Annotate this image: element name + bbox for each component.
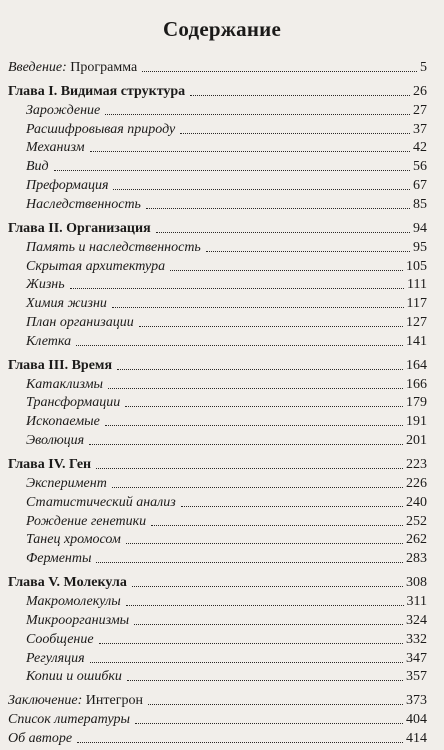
- toc-entry-text: Программа: [70, 60, 138, 75]
- dot-leader: [117, 369, 403, 370]
- toc-page-number: 262: [406, 532, 427, 548]
- toc-page-number: 141: [406, 333, 427, 349]
- dot-leader: [139, 326, 403, 327]
- dot-leader: [99, 643, 403, 644]
- toc-page-number: 117: [406, 296, 427, 312]
- dot-leader: [112, 307, 404, 308]
- toc-page-number: 56: [413, 159, 427, 175]
- toc-page-number: 201: [406, 433, 427, 449]
- toc-entry-label: Катаклизмы: [26, 376, 104, 392]
- toc-entry-row: [26, 118, 427, 138]
- toc-page-number: 414: [406, 730, 427, 746]
- toc-page-number: 347: [406, 650, 427, 666]
- dot-leader: [105, 114, 410, 115]
- toc-entry-label: Глава I. Видимая структура: [8, 83, 186, 99]
- toc-entry-row: [26, 236, 427, 256]
- toc-entry-label: Глава II. Организация: [8, 220, 151, 236]
- toc-page-number: 226: [406, 475, 427, 491]
- toc-page-number: 283: [406, 551, 427, 567]
- toc-page-number: 308: [406, 575, 427, 591]
- toc-chapter-row: [8, 453, 427, 473]
- toc-entry-row: [26, 547, 427, 567]
- toc-entry-row: [26, 99, 427, 119]
- dot-leader: [70, 288, 404, 289]
- toc-page-number: 223: [406, 457, 427, 472]
- toc-entry-label: Эксперимент: [26, 475, 107, 491]
- toc-entry-text: Интегрон: [85, 693, 143, 709]
- dot-leader: [126, 605, 404, 606]
- dot-leader: [112, 487, 403, 488]
- toc-entry-label: Эволюция: [26, 433, 85, 449]
- toc-page-number: 111: [407, 277, 427, 293]
- dot-leader: [96, 468, 403, 469]
- toc-entry-row: [26, 155, 427, 175]
- dot-leader: [77, 742, 403, 743]
- toc-page-number: 324: [406, 612, 427, 628]
- dot-leader: [113, 189, 410, 190]
- toc-entry-row: [26, 628, 427, 648]
- toc-entry-row: [26, 273, 427, 293]
- dot-leader: [54, 170, 410, 171]
- toc-page-number: 179: [406, 395, 427, 411]
- toc-chapter-row: [8, 571, 427, 591]
- toc-entry-label: Ископаемые: [26, 414, 100, 430]
- toc-page-number: 357: [406, 669, 427, 685]
- toc-entry-row: [26, 491, 427, 511]
- toc-entry-label: Об авторе: [8, 730, 73, 746]
- toc-entry-label: Память и наследственность: [26, 239, 201, 255]
- toc-entry-label: Клетка: [26, 333, 72, 349]
- dot-leader: [146, 208, 410, 209]
- toc-page-number: 95: [413, 239, 427, 255]
- toc-page-number: 164: [406, 357, 427, 373]
- toc-entry-label: Жизнь: [26, 277, 65, 293]
- toc-entry-row: [26, 410, 427, 430]
- toc-entry-label: Танец хромосом: [26, 532, 121, 548]
- dot-leader: [180, 133, 410, 134]
- toc-entry-label: Расшифровывая природу: [26, 121, 176, 137]
- toc-entry-label: Регуляция: [26, 650, 85, 666]
- toc-entry-row: [26, 193, 427, 213]
- toc-entry-label: Преформация: [26, 178, 109, 194]
- toc-chapter-row: [8, 354, 427, 374]
- toc-entry-row: [26, 292, 427, 312]
- toc-entry-label: Наследственность: [26, 196, 141, 212]
- toc-entry-label: Макромолекулы: [26, 593, 121, 609]
- toc-entry-row: [8, 727, 427, 747]
- toc-entry-label: Ферменты: [26, 551, 92, 567]
- dot-leader: [89, 444, 403, 445]
- toc-entry-row: [26, 311, 427, 331]
- dot-leader: [156, 232, 410, 233]
- toc-page-number: 332: [406, 631, 427, 647]
- toc-entry-label: Химия жизни: [26, 296, 107, 312]
- toc-entry-label: Скрытая архитектура: [26, 258, 166, 274]
- toc-entry-row: [26, 136, 427, 156]
- toc-entry-label: Рождение генетики: [26, 513, 147, 529]
- toc-entry-label: [8, 60, 139, 76]
- toc-page-number: 94: [413, 220, 427, 236]
- toc-entry-row: [26, 255, 427, 275]
- toc-entry-row: [26, 510, 427, 530]
- dot-leader: [108, 388, 403, 389]
- dot-leader: [181, 506, 403, 507]
- toc-page-number: 127: [406, 315, 427, 331]
- dot-leader: [90, 151, 410, 152]
- dot-leader: [105, 425, 403, 426]
- dot-leader: [126, 543, 403, 544]
- toc-page-number: 105: [406, 258, 427, 274]
- page-title: Содержание: [163, 17, 281, 41]
- toc-entry-row: [26, 472, 427, 492]
- dot-leader: [206, 251, 410, 252]
- toc-entry-label: План организации: [26, 315, 134, 331]
- dot-leader: [190, 95, 410, 96]
- toc-page-number: 373: [406, 693, 427, 709]
- toc-entry-row: [26, 429, 427, 449]
- toc-entry-row: [8, 689, 427, 709]
- toc-entry-label: Вид: [26, 159, 49, 175]
- toc-entry-label: Сообщение: [26, 631, 94, 647]
- toc-entry-prefix: Введение:: [8, 60, 67, 75]
- dot-leader: [76, 345, 403, 346]
- dot-leader: [151, 525, 403, 526]
- toc-page-number: 5: [420, 60, 427, 75]
- dot-leader: [142, 71, 417, 72]
- dot-leader: [96, 562, 403, 563]
- toc-entry-prefix: Заключение:: [8, 693, 83, 709]
- dot-leader: [135, 723, 403, 724]
- dot-leader: [90, 662, 403, 663]
- toc-page-number: 67: [413, 178, 427, 194]
- toc-entry-label: Микроорганизмы: [26, 612, 130, 628]
- toc-page-number: 191: [406, 414, 427, 430]
- toc-entry-label: Список литературы: [8, 712, 130, 728]
- toc-entry-label: Механизм: [26, 140, 85, 156]
- toc-chapter-row: [8, 80, 427, 100]
- dot-leader: [125, 406, 403, 407]
- toc-entry-label: [8, 693, 145, 709]
- toc-entry-label: Трансформации: [26, 395, 121, 411]
- toc-page-number: 404: [406, 712, 427, 728]
- toc-entry-label: Статистический анализ: [26, 494, 176, 510]
- toc-entry-row: [26, 609, 427, 629]
- toc-entry-label: Копии и ошибки: [26, 669, 122, 685]
- toc-entry-row: [26, 665, 427, 685]
- dot-leader: [148, 704, 403, 705]
- toc-page-number: 311: [406, 593, 427, 609]
- dot-leader: [127, 680, 403, 681]
- toc-entry-row: [26, 528, 427, 548]
- toc-page-number: 42: [413, 140, 427, 156]
- toc-entry-row: [26, 174, 427, 194]
- toc-entry-label: Глава IV. Ген: [8, 457, 92, 472]
- toc-entry-label: Глава III. Время: [8, 357, 113, 373]
- dot-leader: [170, 270, 403, 271]
- toc-entry-row: [8, 56, 427, 76]
- toc-entry-row: [26, 590, 427, 610]
- toc-entry-row: [26, 330, 427, 350]
- toc-entry-row: [26, 647, 427, 667]
- dot-leader: [132, 586, 403, 587]
- toc-page-number: 37: [413, 121, 427, 137]
- toc-entry-row: [26, 391, 427, 411]
- toc-entry-row: [8, 708, 427, 728]
- toc-page-number: 27: [413, 102, 427, 118]
- toc-page-number: 240: [406, 494, 427, 510]
- toc-page-number: 85: [413, 196, 427, 212]
- toc-page-number: 26: [413, 83, 427, 99]
- toc-page-number: 252: [406, 513, 427, 529]
- toc-entry-label: Глава V. Молекула: [8, 575, 127, 591]
- toc-chapter-row: [8, 217, 427, 237]
- toc-entry-label: Зарождение: [26, 102, 101, 118]
- toc-page-number: 166: [406, 376, 427, 392]
- dot-leader: [134, 624, 403, 625]
- toc-entry-row: [26, 373, 427, 393]
